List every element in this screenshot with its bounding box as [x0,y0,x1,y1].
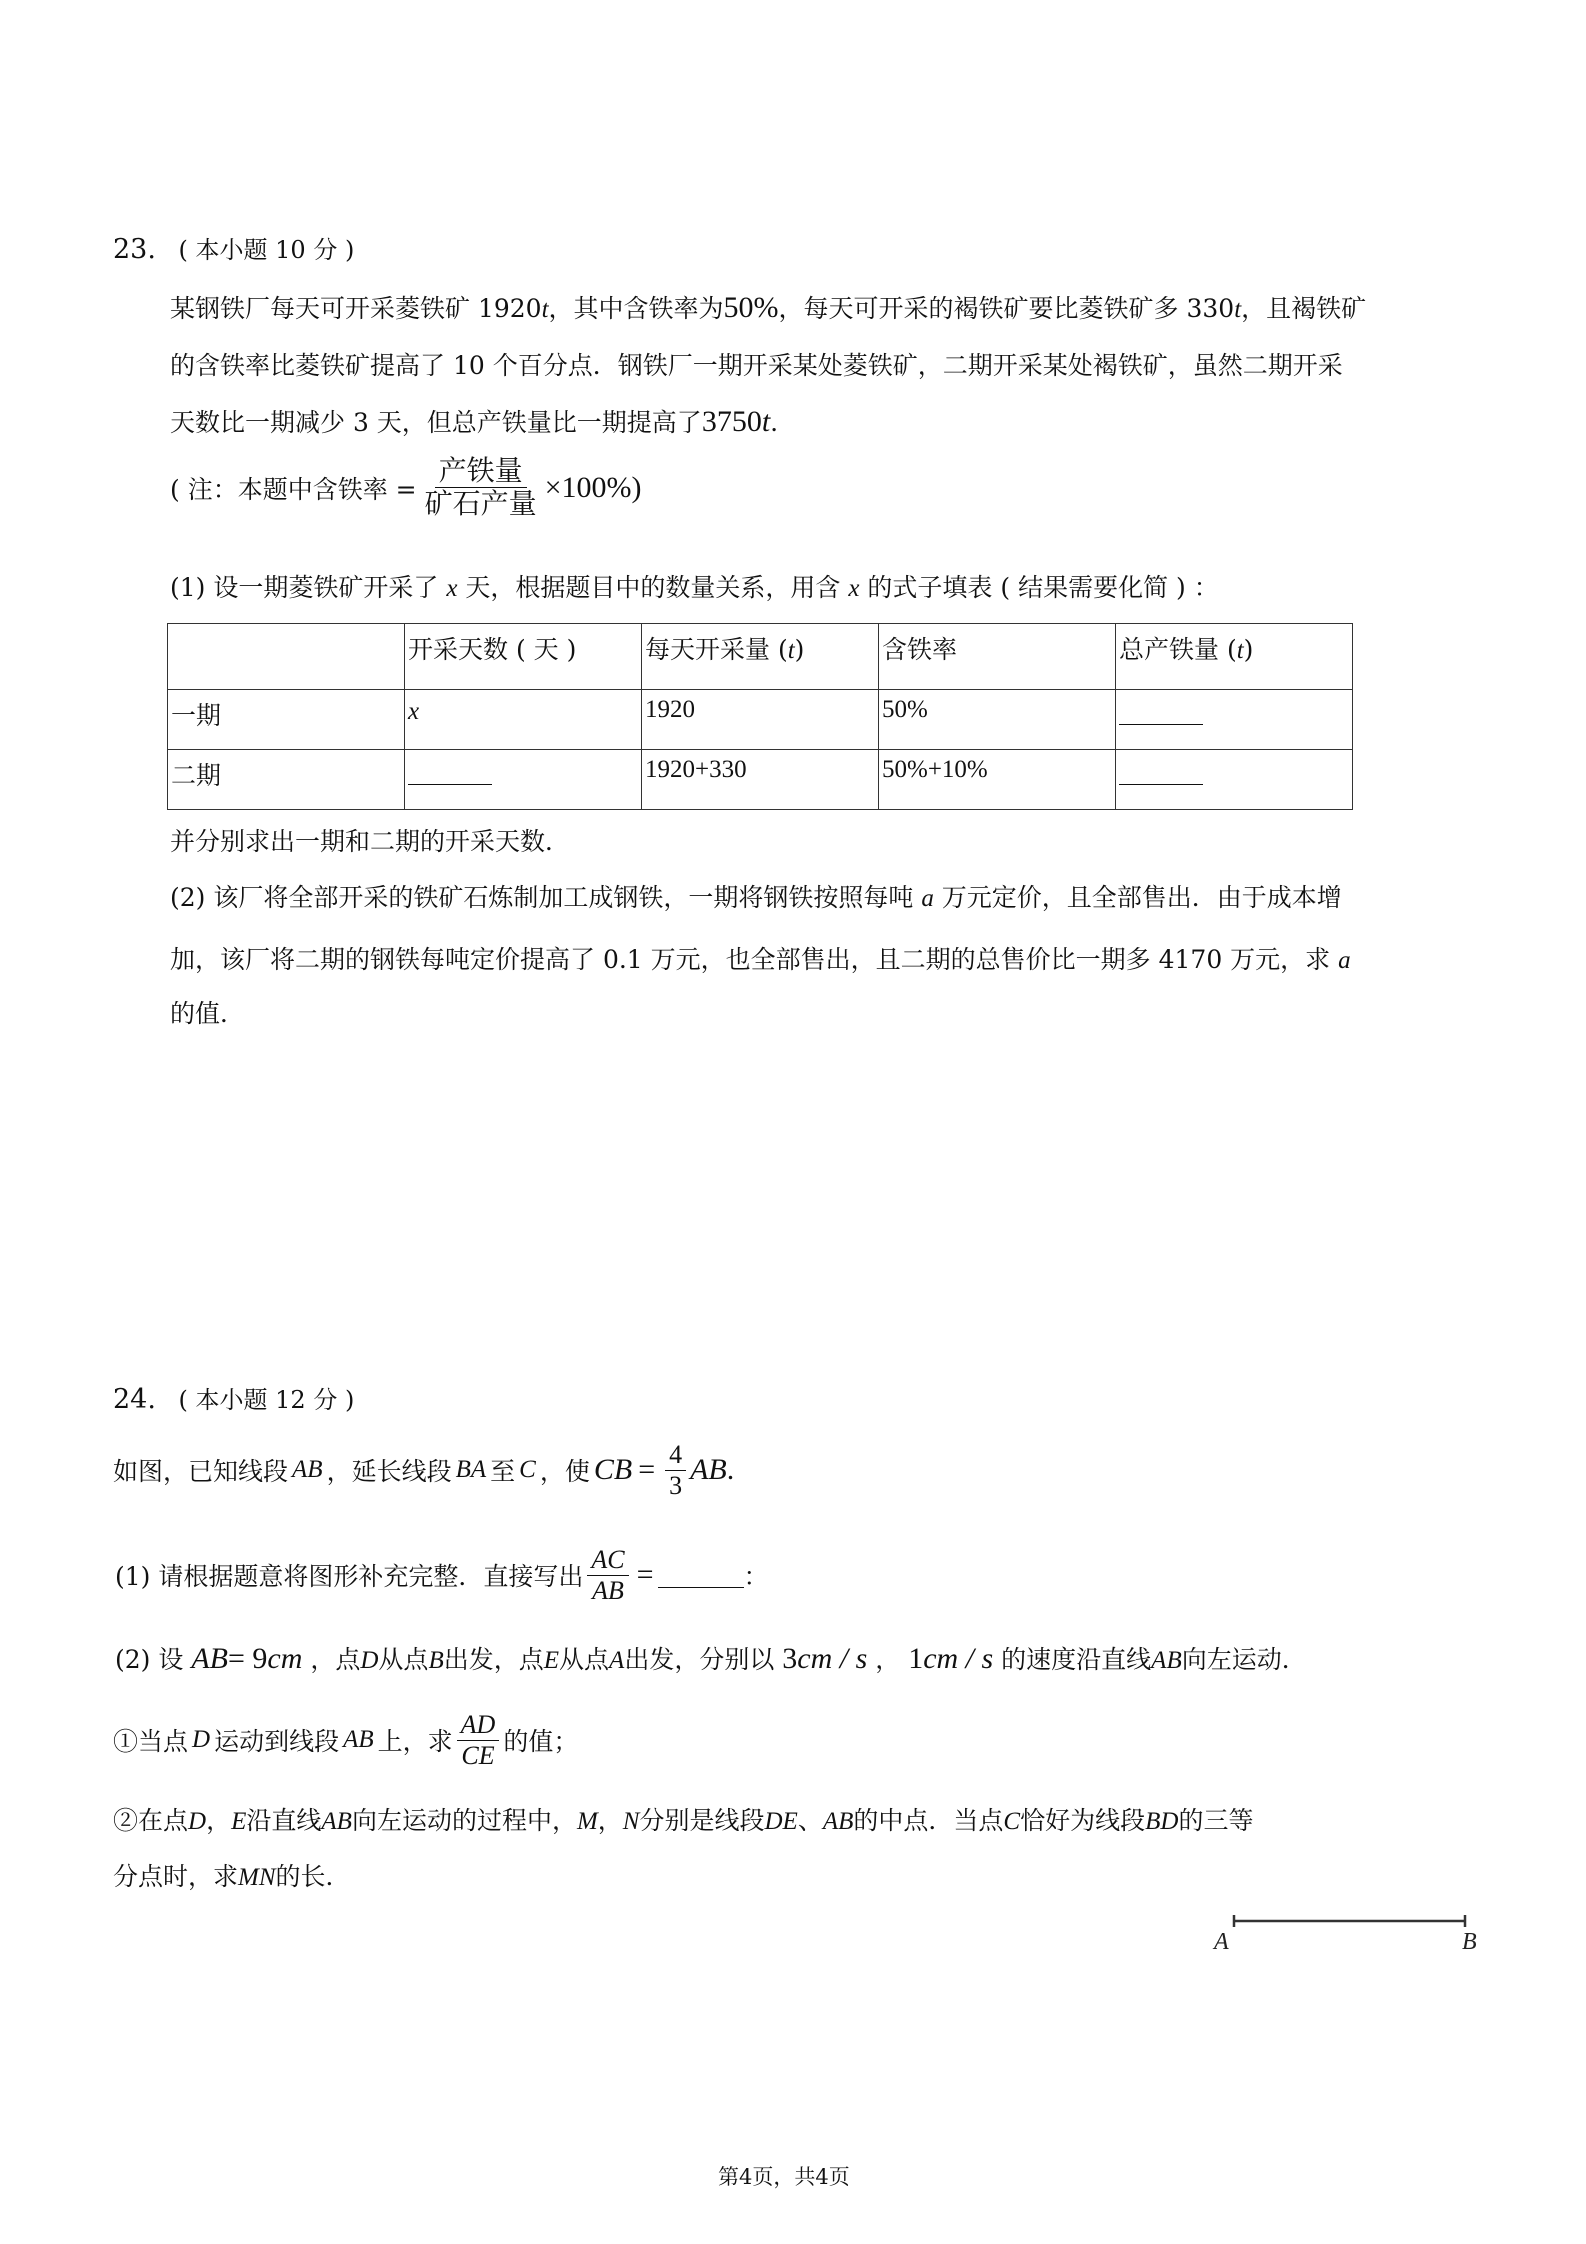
segment-AB: AB [1151,1647,1182,1674]
q23-text: 的式子填表 ( 结果需要化简 ) ： [867,573,1219,602]
point-D: D [360,1647,379,1674]
label-point-b: B [1462,1929,1477,1955]
speed-3: 3 [782,1642,798,1675]
unit-t: t [787,637,795,664]
q23-paragraph-line2: 的含铁率比菱铁矿提高了 10 个百分点．钢铁厂一期开采某处菱铁矿，二期开采某处褐铁矿，虽然二期开采 [170,351,1343,380]
cell-rate-phase2: 50%+10% [879,750,1116,810]
q24-case2-line1 [113,1801,1253,1837]
point-D: D [188,1808,207,1835]
fraction-denominator: CE [461,1740,495,1770]
segment-AB: AB [343,1726,374,1754]
answer-blank[interactable] [408,758,492,785]
period: . [726,1453,735,1487]
q23-paragraph-line3 [170,403,778,439]
note-prefix: ( 注：本题中含铁率 = [170,474,417,504]
equals: = [638,1453,656,1487]
paren: ) [794,635,805,664]
header-text: 每天开采量 ( [645,635,788,664]
row-label-phase1: 一期 [168,690,405,750]
q23-table [167,623,1353,810]
segment-MN: MN [238,1864,276,1891]
segment-AB: AB [822,1808,854,1835]
q23-sub2-line2 [170,940,1351,976]
segment-AB: AB [321,1808,352,1835]
q23-sub2-line1 [170,878,1342,914]
paren: ) [1243,635,1254,664]
var-x: x [446,575,458,602]
q24-text: 运动到线段 [214,1727,340,1757]
q23-text: (1) 设一期菱铁矿开采了 [170,573,439,602]
unit-t: t [761,405,771,438]
point-E: E [543,1647,560,1674]
q24-text: 从点 [559,1645,610,1674]
comma: ， [206,1806,232,1835]
header-text: 含铁率 [882,635,958,664]
q24-case1 [113,1710,578,1771]
cell-rate-phase1: 50% [879,690,1116,750]
table-row [168,750,1353,810]
segment-ab-figure [1200,1905,1500,1965]
cell-daily-phase2: 1920+330 [642,750,879,810]
q24-text: 向左运动的过程中， [351,1806,577,1835]
unit-cm-s: cm / s [797,1642,868,1675]
segment-BD: BD [1145,1808,1179,1835]
q24-text: 向左运动． [1181,1645,1307,1674]
point-D: D [192,1726,211,1754]
four-thirds-fraction [665,1440,686,1501]
q24-text: 上，求 [377,1727,453,1757]
var-a: a [921,885,934,912]
q23-number: 23. [113,234,156,265]
ac-over-ab-fraction [587,1545,628,1606]
row-label-phase2: 二期 [168,750,405,810]
fraction-denominator: 矿石产量 [424,487,537,521]
segment-DE: DE [764,1808,798,1835]
comma: ， [597,1806,623,1835]
q24-sub1 [115,1545,769,1606]
unit-t: t [1236,637,1244,664]
q24-text: 如图，已知线段 [113,1457,289,1487]
q24-text: ，使 [539,1457,590,1487]
question-23-number [113,230,354,265]
var-a: a [1338,947,1351,974]
iron-rate-fraction [421,455,541,520]
q23-sub2-line3: 的值． [170,999,246,1028]
q23-text: ，且褐铁矿 [1241,294,1367,323]
table-row [168,690,1353,750]
q24-text: ，点 [310,1645,361,1674]
segment-BA: BA [455,1456,487,1484]
q23-text: 某钢铁厂每天可开采菱铁矿 1920 [170,294,542,323]
question-24-number [113,1380,354,1415]
var-x: x [848,575,860,602]
var-x: x [408,698,420,725]
q24-text: 至 [490,1457,516,1487]
segment-CB: CB [593,1453,633,1487]
fraction-numerator: 产铁量 [435,455,527,488]
q24-text: 分点时，求 [113,1862,239,1891]
segment-AB: AB [690,1453,727,1487]
unit-cm: cm [267,1642,303,1675]
table-header-daily [642,624,879,690]
colon: ： [743,1562,769,1592]
page-footer: 第4页，共4页 [718,2165,850,2189]
point-M: M [576,1808,598,1835]
answer-blank[interactable] [1119,698,1203,725]
q24-text: 出发，分别以 [624,1645,775,1674]
answer-blank[interactable] [658,1563,744,1588]
cell-days-phase2 [405,750,642,810]
q24-text: 的值； [503,1727,579,1757]
segment-AB: AB [191,1642,228,1675]
q24-text: 从点 [378,1645,429,1674]
q23-sub1 [170,568,1219,604]
table-header-rate [879,624,1116,690]
point-C: C [519,1456,536,1484]
value-3750: 3750 [701,405,762,438]
fraction-denominator: AB [592,1575,624,1605]
q24-text: 的长． [275,1862,351,1891]
fraction-numerator: 4 [665,1440,686,1471]
point-C: C [1003,1808,1021,1835]
note-suffix: ×100%) [544,470,642,504]
equals-9: = 9 [227,1642,268,1675]
q23-paragraph-line1 [170,289,1366,325]
q23-text: ，其中含铁率为 [548,294,724,323]
table-header-days [405,624,642,690]
table-header-total [1116,624,1353,690]
fraction-numerator: AC [587,1545,628,1576]
segment-AB: AB [292,1456,323,1484]
q24-text: 的三等 [1178,1806,1254,1835]
q24-text: 分别是线段 [639,1806,765,1835]
cell-days-phase1 [405,690,642,750]
period: . [770,408,779,437]
q23-after-table: 并分别求出一期和二期的开采天数． [170,827,571,856]
q24-text: 出发，点 [443,1645,544,1674]
point-B: B [428,1647,444,1674]
q23-text: (2) 该厂将全部开采的铁矿石炼制加工成钢铁，一期将钢铁按照每吨 [170,883,914,912]
unit-t: t [541,296,549,323]
q24-text: ②在点 [113,1806,189,1835]
q23-text: 万元定价，且全部售出．由于成本增 [941,883,1342,912]
table-header-empty [168,624,405,690]
q24-text: (2) 设 [115,1645,184,1674]
fraction-denominator: 3 [669,1470,683,1500]
q24-sub2 [115,1640,1307,1676]
q23-score: ( 本小题 10 分 ) [178,236,355,264]
header-text: 开采天数 ( 天 ) [408,635,577,664]
q24-text: 的速度沿直线 [1001,1645,1152,1674]
ad-over-ce-fraction [457,1710,500,1771]
point-E: E [231,1808,247,1835]
cell-total-phase2 [1116,750,1353,810]
point-N: N [622,1808,640,1835]
unit-cm-s: cm / s [923,1642,994,1675]
answer-blank[interactable] [1119,758,1203,785]
q24-number: 24. [113,1384,156,1415]
comma: ， [875,1645,901,1674]
header-text: 总产铁量 ( [1119,635,1237,664]
q24-score: ( 本小题 12 分 ) [178,1386,355,1414]
cell-daily-phase1: 1920 [642,690,879,750]
q24-case2-line2 [113,1857,351,1893]
percent-value: 50% [723,291,779,324]
q23-text: 天数比一期减少 3 天，但总产铁量比一期提高了 [170,408,702,437]
q24-text: 恰好为线段 [1020,1806,1146,1835]
q24-text: ①当点 [113,1727,189,1757]
point-A: A [609,1647,625,1674]
unit-t: t [1234,296,1242,323]
q24-text: 沿直线 [246,1806,322,1835]
q24-intro [113,1440,734,1501]
fraction-numerator: AD [457,1710,500,1741]
q23-text: 加，该厂将二期的钢铁每吨定价提高了 0.1 万元，也全部售出，且二期的总售价比一期多 4170 万元，求 [170,945,1331,974]
equals: = [636,1558,654,1592]
q23-text: ，每天可开采的褐铁矿要比菱铁矿多 330 [778,294,1235,323]
cell-total-phase1 [1116,690,1353,750]
q24-text: 的中点．当点 [853,1806,1004,1835]
q24-text: ，延长线段 [326,1457,452,1487]
separator: 、 [797,1806,823,1835]
table-header-row [168,624,1353,690]
label-point-a: A [1214,1929,1229,1955]
q23-note [170,455,642,520]
q24-text: (1) 请根据题意将图形补充完整．直接写出 [115,1562,584,1592]
speed-1: 1 [908,1642,924,1675]
q23-text: 天，根据题目中的数量关系，用含 [465,573,841,602]
